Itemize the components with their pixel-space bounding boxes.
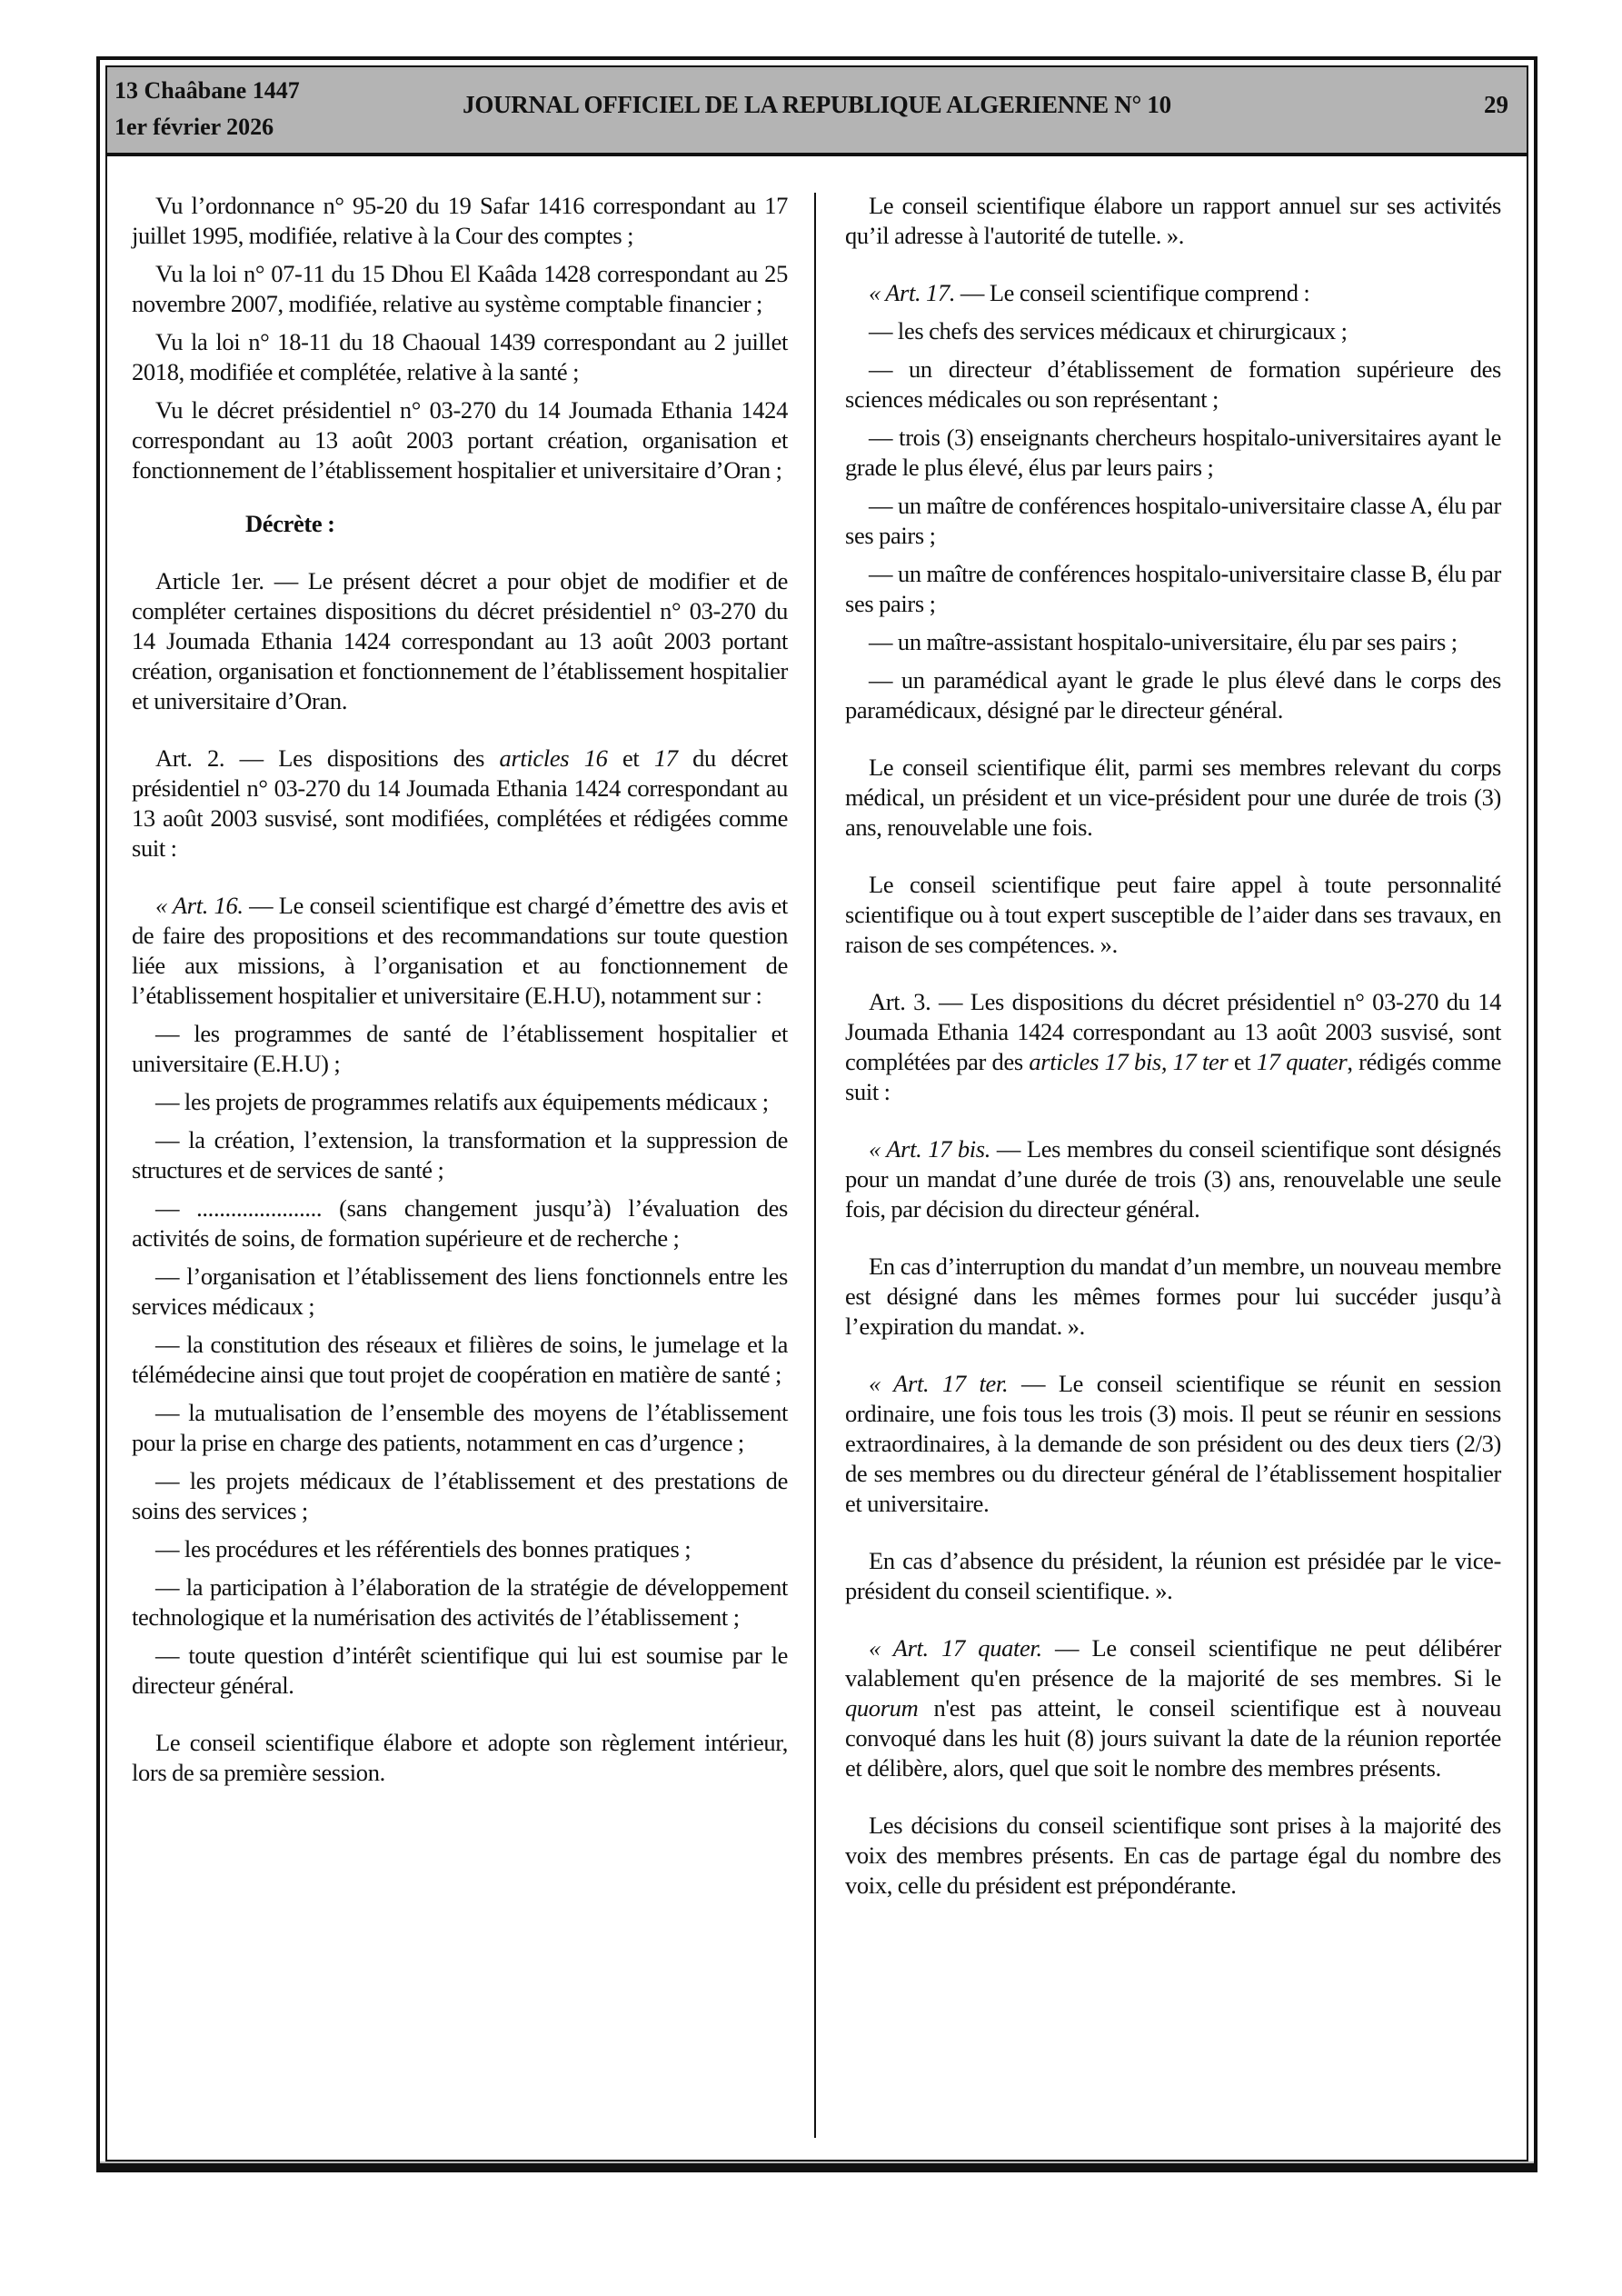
text: — les procédures et les référentiels des bonnes pratiques ;	[155, 1535, 692, 1562]
paragraph	[845, 191, 1501, 251]
page-number: 29	[1484, 91, 1508, 118]
text: — Le conseil scientifique se réunit en session ordinaire, une fois tous les trois (3) mois. Il peut se réunir en sessions extraordinaires, à la demande de son président ou des deux tiers (2/3) de ses membres ou du directeur général de l’établissement hospitalier et universitaire.	[845, 1370, 1501, 1517]
paragraph	[132, 327, 788, 387]
text: — un maître de conférences hospitalo-universitaire classe B, élu par ses pairs ;	[845, 560, 1501, 617]
text: En cas d’absence du président, la réunion est présidée par le vice-président du conseil scientifique. ».	[845, 1547, 1501, 1604]
paragraph	[132, 566, 788, 716]
paragraph	[845, 354, 1501, 414]
text: Le conseil scientifique élit, parmi ses membres relevant du corps médical, un président et un vice-président pour une durée de trois (3) ans, renouvelable une fois.	[845, 754, 1501, 841]
text: Le conseil scientifique élabore et adopte son règlement intérieur, lors de sa première session.	[132, 1729, 788, 1786]
paragraph	[845, 423, 1501, 483]
left-column	[132, 191, 788, 1796]
text: Vu la loi n° 18-11 du 18 Chaoual 1439 correspondant au 2 juillet 2018, modifiée et complétée, relative à la santé ;	[132, 328, 788, 385]
text: — Le conseil scientifique est chargé d’émettre des avis et de faire des propositions et des recommandations sur toute question liée aux missions, à l’organisation et au fonctionnement de l’établissement hospitalier et universitaire (E.H.U), notamment sur :	[132, 892, 788, 1009]
paragraph	[845, 1633, 1501, 1783]
paragraph	[845, 559, 1501, 619]
paragraph	[132, 744, 788, 863]
paragraph	[132, 1534, 788, 1564]
paragraph	[845, 1546, 1501, 1606]
text: Vu l’ordonnance n° 95-20 du 19 Safar 1416 correspondant au 17 juillet 1995, modifiée, relative à la Cour des comptes ;	[132, 192, 788, 249]
paragraph	[132, 1193, 788, 1253]
text: Vu le décret présidentiel n° 03-270 du 14 Joumada Ethania 1424 correspondant au 13 août 2003 portant création, organisation et fonctionnement de l’établissement hospitalier et universitaire d’Oran ;	[132, 396, 788, 484]
decree-heading	[132, 509, 788, 539]
italic-text: articles 17 bis, 17 ter	[1029, 1048, 1229, 1075]
italic-text: « Art. 17 quater.	[869, 1634, 1042, 1662]
paragraph	[132, 259, 788, 319]
italic-text: quorum	[845, 1694, 919, 1722]
text: — la création, l’extension, la transformation et la suppression de structures et de services de santé ;	[132, 1126, 788, 1183]
paragraph	[132, 1087, 788, 1117]
text: Art. 2. — Les dispositions des	[155, 744, 500, 772]
text: — un maître-assistant hospitalo-universitaire, élu par ses pairs ;	[869, 628, 1458, 655]
italic-text: « Art. 17 bis.	[869, 1135, 991, 1163]
text: Vu la loi n° 07-11 du 15 Dhou El Kaâda 1428 correspondant au 25 novembre 2007, modifiée, relative au système comptable financier ;	[132, 260, 788, 317]
italic-text: « Art. 17 ter.	[869, 1370, 1009, 1397]
paragraph	[845, 1811, 1501, 1901]
text: Les décisions du conseil scientifique sont prises à la majorité des voix des membres présents. En cas de partage égal du nombre des voix, celle du président est prépondérante.	[845, 1812, 1501, 1899]
paragraph	[845, 1134, 1501, 1224]
text: , rédigés comme suit :	[845, 1048, 1501, 1105]
hijri-date: 13 Chaâbane 1447	[114, 77, 300, 104]
paragraph	[845, 491, 1501, 551]
text: Le conseil scientifique élabore un rapport annuel sur ses activités qu’il adresse à l'autorité de tutelle. ».	[845, 192, 1501, 249]
italic-text: « Art. 16.	[155, 892, 244, 919]
text: — Les membres du conseil scientifique sont désignés pour un mandat d’une durée de trois (3) ans, renouvelable une seule fois, par décision du directeur général.	[845, 1135, 1501, 1223]
paragraph	[132, 1728, 788, 1788]
text: et	[607, 744, 654, 772]
paragraph	[132, 1262, 788, 1322]
text: Le conseil scientifique peut faire appel à toute personnalité scientifique ou à tout expert susceptible de l’aider dans ses travaux, en raison de ses compétences. ».	[845, 871, 1501, 958]
paragraph	[132, 395, 788, 485]
text: n'est pas atteint, le conseil scientifique est à nouveau convoqué dans les huit (8) jours suivant la date de la réunion reportée et délibère, alors, quel que soit le nombre des membres présents.	[845, 1694, 1501, 1782]
italic-text: « Art. 17.	[869, 279, 956, 306]
paragraph	[845, 753, 1501, 843]
text: et	[1228, 1048, 1257, 1075]
paragraph	[132, 1641, 788, 1701]
paragraph	[132, 1125, 788, 1185]
paragraph	[845, 1252, 1501, 1342]
text: — Le conseil scientifique comprend :	[955, 279, 1310, 306]
italic-text: 17	[653, 744, 678, 772]
column-divider	[814, 193, 816, 2138]
text: — trois (3) enseignants chercheurs hospitalo-universitaires ayant le grade le plus élevé, élus par leurs pairs ;	[845, 424, 1501, 481]
text: — ...................... (sans changement jusqu’à) l’évaluation des activités de soins, de formation supérieure et de recherche ;	[132, 1194, 788, 1252]
italic-text: 17 quater	[1256, 1048, 1348, 1075]
paragraph	[132, 1398, 788, 1458]
text: — les projets de programmes relatifs aux équipements médicaux ;	[155, 1088, 769, 1115]
gregorian-date: 1er février 2026	[114, 114, 274, 140]
italic-text: articles 16	[499, 744, 608, 772]
text: — un paramédical ayant le grade le plus élevé dans le corps des paramédicaux, désigné par le directeur général.	[845, 666, 1501, 724]
text: En cas d’interruption du mandat d’un membre, un nouveau membre est désigné dans les mêmes formes pour lui succéder jusqu’à l’expiration du mandat. ».	[845, 1253, 1501, 1340]
paragraph	[845, 627, 1501, 657]
text: — la constitution des réseaux et filières de soins, le jumelage et la télémédecine ainsi que tout projet de coopération en matière de santé ;	[132, 1331, 788, 1388]
text: Décrète :	[245, 510, 335, 537]
paragraph	[132, 1330, 788, 1390]
paragraph	[845, 278, 1501, 308]
text: du décret présidentiel n° 03-270 du 14 Joumada Ethania 1424 correspondant au 13 août 2003 susvisé, sont modifiées, complétées et rédigées comme suit :	[132, 744, 788, 862]
journal-title: JOURNAL OFFICIEL DE LA REPUBLIQUE ALGERIENNE N° 10	[463, 91, 1171, 118]
text: — un directeur d’établissement de formation supérieure des sciences médicales ou son représentant ;	[845, 355, 1501, 413]
paragraph	[845, 987, 1501, 1107]
text: — les programmes de santé de l’établissement hospitalier et universitaire (E.H.U) ;	[132, 1020, 788, 1077]
paragraph	[132, 1019, 788, 1079]
text: — la mutualisation de l’ensemble des moyens de l’établissement pour la prise en charge des patients, notamment en cas d’urgence ;	[132, 1399, 788, 1456]
paragraph	[845, 665, 1501, 725]
text: Art. 3. — Les dispositions du décret présidentiel n° 03-270 du 14 Joumada Ethania 1424 correspondant au 13 août 2003 susvisé, sont complétées par des	[845, 988, 1501, 1075]
text: — l’organisation et l’établissement des liens fonctionnels entre les services médicaux ;	[132, 1263, 788, 1320]
text: — un maître de conférences hospitalo-universitaire classe A, élu par ses pairs ;	[845, 492, 1501, 549]
paragraph	[132, 1572, 788, 1632]
paragraph	[132, 1466, 788, 1526]
text: — les chefs des services médicaux et chirurgicaux ;	[869, 317, 1348, 344]
text: — les projets médicaux de l’établissement et des prestations de soins des services ;	[132, 1467, 788, 1524]
paragraph	[132, 191, 788, 251]
text: — la participation à l’élaboration de la stratégie de développement technologique et la numérisation des activités de l’établissement ;	[132, 1573, 788, 1631]
text: — toute question d’intérêt scientifique qui lui est soumise par le directeur général.	[132, 1642, 788, 1699]
paragraph	[132, 891, 788, 1011]
text: — Le conseil scientifique ne peut délibérer valablement qu'en présence de la majorité de ses membres. Si le	[845, 1634, 1501, 1692]
paragraph	[845, 316, 1501, 346]
right-column	[845, 191, 1501, 1909]
text: Article 1er. — Le présent décret a pour objet de modifier et de compléter certaines dispositions du décret présidentiel n° 03-270 du 14 Joumada Ethania 1424 correspondant au 13 août 2003 portant création, organisation et fonctionnement de l’établissement hospitalier et universitaire d’Oran.	[132, 567, 788, 714]
paragraph	[845, 1369, 1501, 1519]
journal-header	[107, 67, 1527, 156]
paragraph	[845, 870, 1501, 960]
